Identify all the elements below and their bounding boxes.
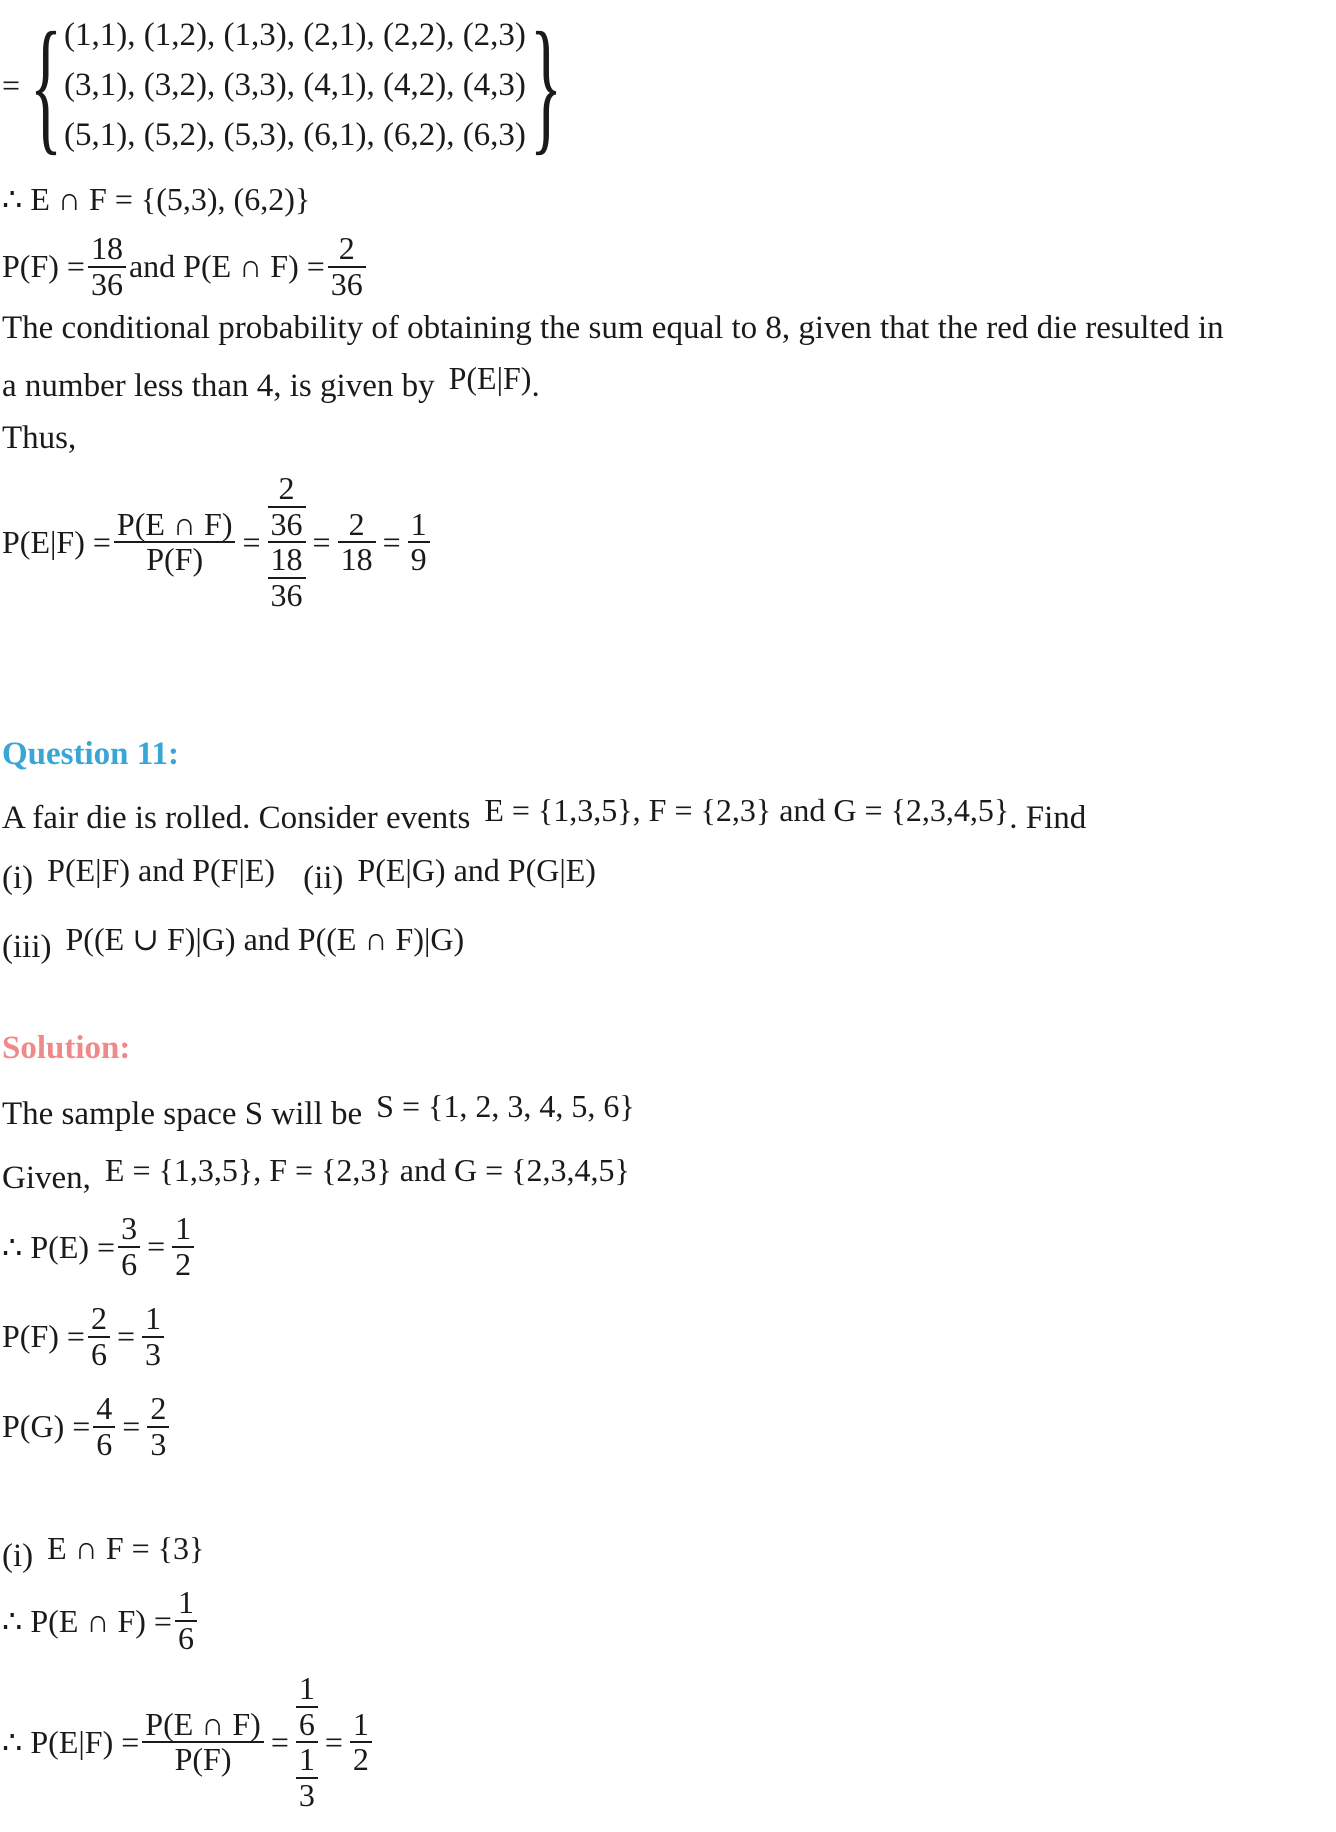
sample-space-text: The sample space S will be: [2, 1096, 363, 1132]
numerator: 1: [298, 1741, 315, 1778]
fraction: [172, 1212, 194, 1281]
denominator: 36: [270, 505, 303, 542]
denominator: 6: [121, 1245, 138, 1282]
fraction: [118, 1212, 140, 1281]
cond-text-line-2: [2, 360, 540, 405]
part-i-line: [2, 1530, 205, 1575]
numerator: P(E ∩ F): [145, 1705, 261, 1742]
numerator: 2: [150, 1390, 167, 1426]
question-part-iii: [2, 921, 465, 966]
numerator: 1: [410, 505, 427, 542]
numerator: 2: [348, 505, 365, 542]
fraction: [328, 232, 366, 301]
numerator: 2: [338, 230, 355, 266]
fraction: [147, 1392, 169, 1461]
equals-sign: =: [116, 1318, 135, 1355]
fraction: [338, 505, 376, 578]
part-expression: E ∩ F = {3}: [47, 1530, 205, 1566]
part-label: (i): [2, 1538, 34, 1574]
part-label: (i): [2, 860, 34, 896]
denominator: 9: [410, 541, 427, 578]
numerator: P(E ∩ F): [116, 505, 233, 542]
fraction: [88, 1302, 110, 1371]
final-calculation: [2, 1672, 375, 1812]
e-cap-f-line: ∴ E ∩ F = {(5,3), (6,2)}: [2, 181, 311, 217]
numerator: 1: [175, 1210, 192, 1246]
pf-calc-line: [2, 1302, 167, 1371]
question-sets: E = {1,3,5}, F = {2,3} and G = {2,3,4,5}: [484, 792, 1010, 828]
numerator: 3: [121, 1210, 138, 1246]
part-expression: P(E|G) and P(G|E): [357, 852, 596, 888]
pef-line: [2, 1586, 200, 1655]
sample-set-block: [2, 0, 582, 170]
pe-line: [2, 1212, 197, 1281]
compound-fraction: [296, 1672, 318, 1812]
numerator: 18: [90, 230, 123, 266]
given-text: Given,: [2, 1160, 91, 1196]
and-pef-label: and P(E ∩ F) =: [128, 248, 325, 285]
denominator: 36: [90, 265, 123, 302]
right-brace: }: [529, 2, 563, 168]
calc-lhs: ∴ P(E|F) =: [2, 1724, 140, 1761]
numerator: 2: [278, 470, 295, 506]
numerator: 1: [145, 1300, 161, 1336]
solution-heading: Solution:: [2, 1030, 131, 1066]
numerator: 18: [270, 541, 303, 578]
sample-space-expr: S = {1, 2, 3, 4, 5, 6}: [376, 1088, 635, 1124]
fraction: [142, 1302, 164, 1371]
question-heading: Question 11:: [2, 736, 179, 772]
fraction: [268, 472, 306, 541]
question-text: [2, 792, 1087, 837]
pf-line: [2, 232, 369, 301]
denominator: 18: [340, 541, 373, 578]
denominator: 2: [175, 1245, 192, 1282]
fraction: [88, 232, 126, 301]
part-label: (iii): [2, 928, 52, 965]
part-expression: P(E|F) and P(F|E): [47, 852, 276, 888]
fraction: [114, 505, 236, 578]
given-line: [2, 1152, 630, 1197]
pf-label: P(F) =: [2, 248, 85, 285]
equals-sign: =: [242, 523, 261, 560]
period: .: [531, 368, 540, 404]
part-expression: P((E ∪ F)|G) and P((E ∩ F)|G): [65, 921, 465, 957]
fraction: [296, 1743, 318, 1812]
equals-sign: =: [270, 1723, 289, 1760]
numerator: 2: [90, 1300, 107, 1336]
fraction: [350, 1705, 372, 1778]
left-brace: {: [29, 2, 63, 168]
thus-label: Thus,: [2, 420, 77, 456]
equals-sign: =: [147, 1228, 166, 1265]
denominator: 6: [90, 1335, 107, 1372]
denominator: 36: [330, 265, 363, 302]
given-expr: E = {1,3,5}, F = {2,3} and G = {2,3,4,5}: [104, 1152, 630, 1188]
denominator: P(F): [146, 541, 204, 578]
denominator: 3: [150, 1425, 167, 1462]
pg-line: [2, 1392, 172, 1461]
cond-text-line-1: The conditional probability of obtaining the sum equal to 8, given that the red die resulted in: [2, 310, 1224, 346]
calc-lhs: P(G) =: [2, 1408, 91, 1445]
numerator: 4: [96, 1390, 113, 1426]
denominator: 3: [298, 1776, 315, 1813]
sample-set-rows: [64, 10, 526, 160]
sample-set-row: (3,1), (3,2), (3,3), (4,1), (4,2), (4,3): [64, 67, 526, 103]
sample-set-row: (1,1), (1,2), (1,3), (2,1), (2,2), (2,3): [64, 17, 526, 53]
numerator: 1: [352, 1705, 369, 1742]
fraction: [175, 1586, 197, 1655]
denominator: 6: [298, 1705, 315, 1742]
calc-lhs: P(E|F) =: [2, 523, 111, 560]
sample-set-row: (5,1), (5,2), (5,3), (6,1), (6,2), (6,3): [64, 117, 526, 153]
equals-sign: =: [324, 1723, 343, 1760]
question-find: . Find: [1009, 800, 1087, 836]
fraction: [296, 1672, 318, 1741]
fraction: [268, 543, 306, 612]
numerator: 1: [177, 1584, 194, 1620]
compound-fraction: [268, 472, 306, 612]
denominator: 2: [352, 1741, 369, 1778]
denominator: 6: [177, 1619, 194, 1656]
denominator: P(F): [174, 1741, 232, 1778]
part-label: (ii): [303, 860, 344, 896]
cond-expression: P(E|F): [448, 360, 532, 396]
calc-lhs: ∴ P(E ∩ F) =: [2, 1602, 172, 1639]
equals-sign: =: [2, 66, 21, 103]
question-prefix: A fair die is rolled. Consider events: [2, 800, 471, 836]
fraction: [408, 505, 430, 578]
calc-lhs: P(F) =: [2, 1318, 85, 1355]
fraction: [142, 1705, 264, 1778]
denominator: 3: [145, 1335, 161, 1372]
equals-sign: =: [382, 523, 401, 560]
sample-space-line: [2, 1088, 635, 1133]
fraction: [93, 1392, 115, 1461]
main-calculation: [2, 472, 433, 612]
equals-sign: =: [312, 523, 331, 560]
cond-text: a number less than 4, is given by: [2, 368, 435, 404]
numerator: 1: [298, 1670, 315, 1706]
denominator: 36: [270, 576, 303, 613]
question-parts-i-ii: [2, 852, 596, 897]
calc-lhs: ∴ P(E) =: [2, 1228, 116, 1265]
denominator: 6: [96, 1425, 113, 1462]
equals-sign: =: [122, 1408, 141, 1445]
